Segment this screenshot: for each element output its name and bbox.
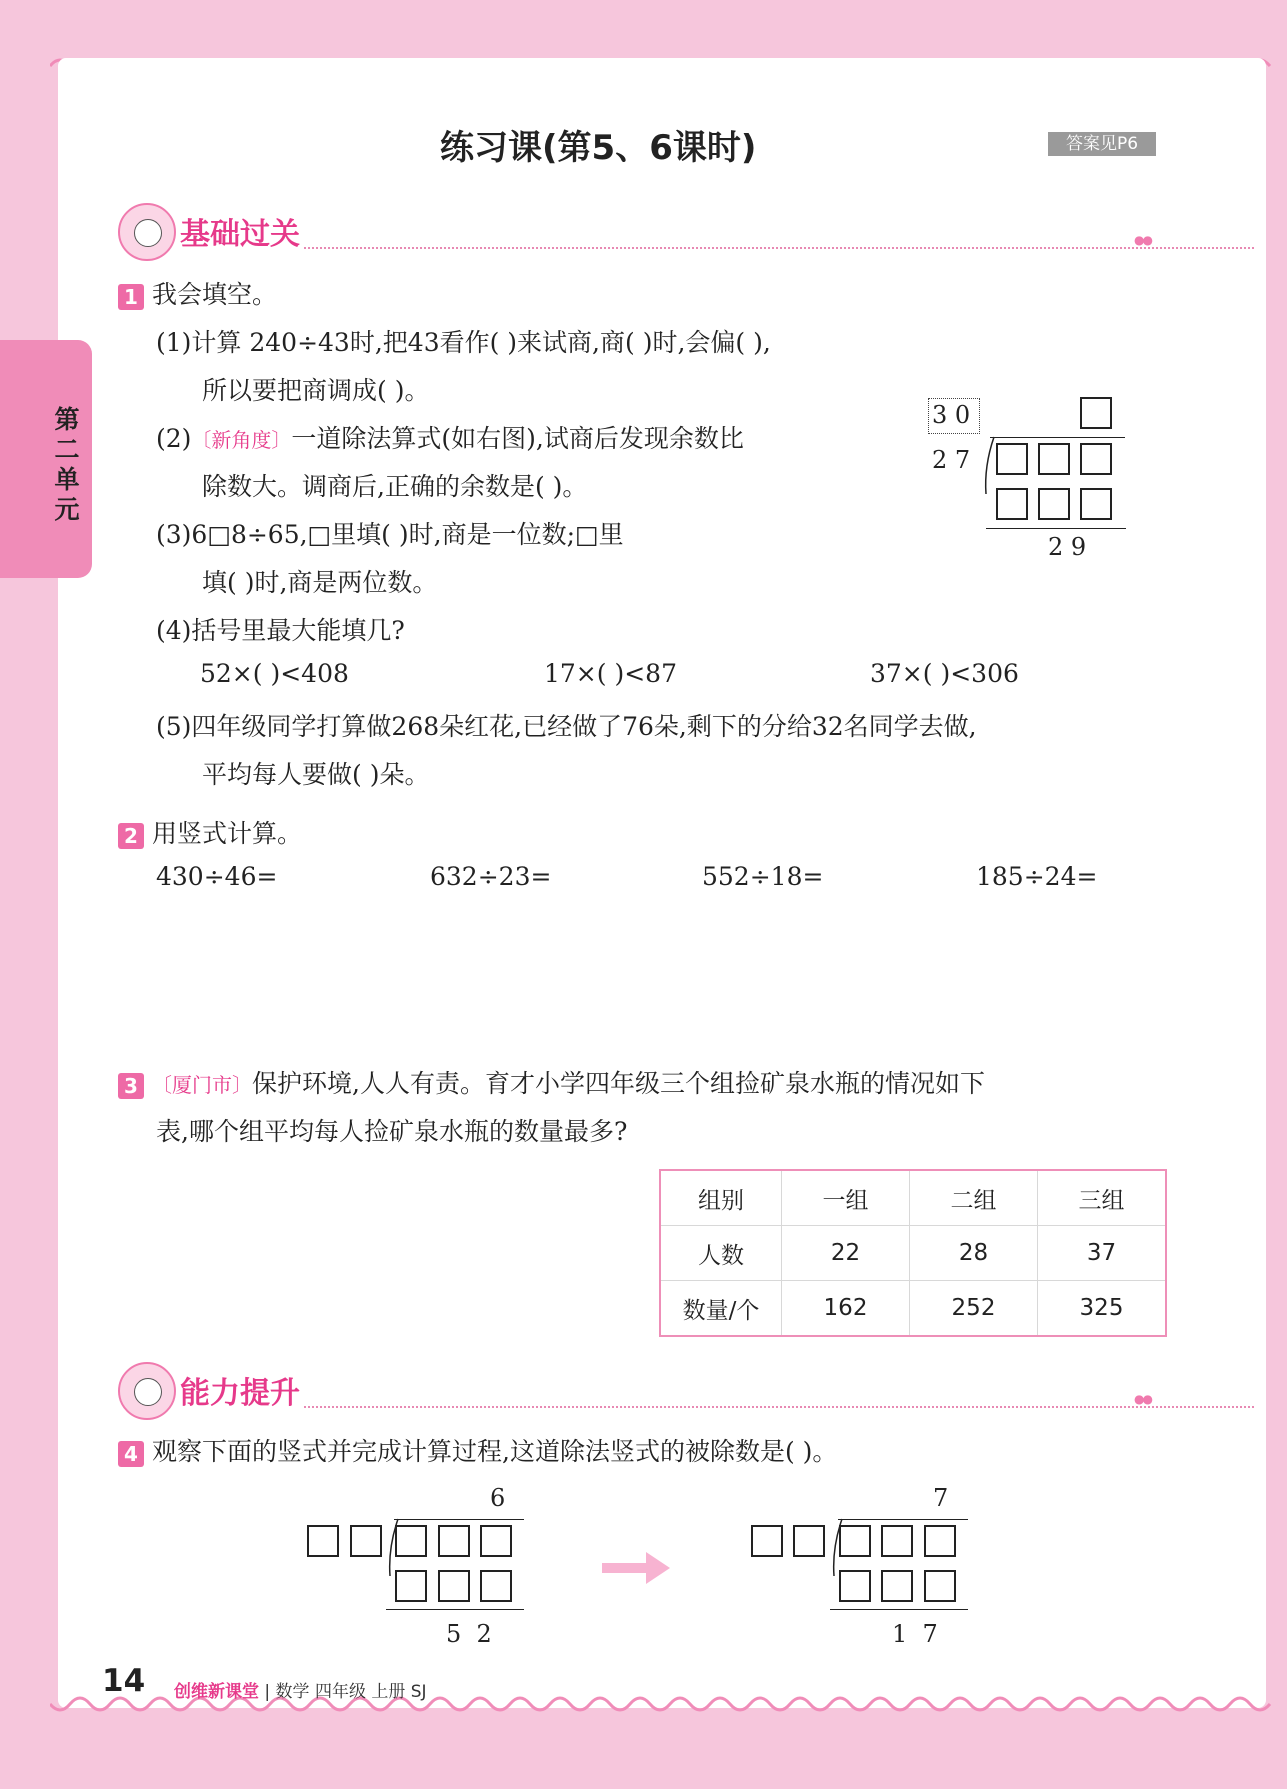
quotient: 7 bbox=[933, 1484, 949, 1512]
answer-box[interactable] bbox=[395, 1570, 427, 1602]
answer-box[interactable] bbox=[996, 488, 1028, 520]
answer-box[interactable] bbox=[1080, 397, 1112, 429]
table-header-cell: 二组 bbox=[910, 1170, 1038, 1226]
section-basic-label: 基础过关 bbox=[180, 217, 300, 252]
q1-part1-line1: (1)计算 240÷43时,把43看作( )来试商,商( )时,会偏( ), bbox=[156, 328, 771, 357]
region-tag: 〔厦门市〕 bbox=[152, 1073, 252, 1097]
answer-box[interactable] bbox=[1080, 488, 1112, 520]
answer-box[interactable] bbox=[438, 1570, 470, 1602]
page-number: 14 bbox=[102, 1663, 146, 1699]
q1-part4-item-3: 37×( )<306 bbox=[870, 659, 1019, 688]
division-bracket-icon bbox=[982, 436, 996, 496]
section-divider bbox=[304, 247, 1254, 249]
answer-box[interactable] bbox=[350, 1525, 382, 1557]
table-cell: 325 bbox=[1038, 1281, 1167, 1337]
answer-box[interactable] bbox=[793, 1525, 825, 1557]
answer-reference-badge: 答案见P6 bbox=[1048, 132, 1156, 156]
remainder: 1 7 bbox=[892, 1620, 938, 1648]
answer-box[interactable] bbox=[480, 1570, 512, 1602]
answer-box[interactable] bbox=[438, 1525, 470, 1557]
question-3-heading bbox=[118, 1064, 985, 1100]
cartoon-girl-icon bbox=[118, 203, 176, 261]
table-row bbox=[660, 1226, 1166, 1281]
footer-book-info: | 数学 四年级 上册 SJ bbox=[264, 1682, 427, 1702]
footer-brand: 创维新课堂 bbox=[174, 1682, 259, 1702]
section-divider bbox=[304, 1406, 1254, 1408]
answer-box[interactable] bbox=[881, 1570, 913, 1602]
calc-item-1: 430÷46= bbox=[156, 862, 278, 891]
q3-line2: 表,哪个组平均每人捡矿泉水瓶的数量最多? bbox=[156, 1117, 628, 1146]
answer-box[interactable] bbox=[1080, 443, 1112, 475]
answer-box[interactable] bbox=[480, 1525, 512, 1557]
cartoon-boy-icon bbox=[118, 1362, 176, 1420]
table-cell: 162 bbox=[782, 1281, 910, 1337]
table-cell: 数量/个 bbox=[660, 1281, 782, 1337]
remainder: 2 9 bbox=[1048, 533, 1087, 561]
answer-box[interactable] bbox=[881, 1525, 913, 1557]
question-4-heading bbox=[118, 1432, 837, 1468]
answer-box[interactable] bbox=[751, 1525, 783, 1557]
question-text: 保护环境,人人有责。育才小学四年级三个组捡矿泉水瓶的情况如下 bbox=[252, 1069, 985, 1098]
new-angle-tag: 〔新角度〕 bbox=[191, 428, 292, 452]
answer-box[interactable] bbox=[996, 443, 1028, 475]
question-text: 观察下面的竖式并完成计算过程,这道除法竖式的被除数是( )。 bbox=[152, 1437, 838, 1466]
table-header-cell: 一组 bbox=[782, 1170, 910, 1226]
table-header-cell: 组别 bbox=[660, 1170, 782, 1226]
answer-box[interactable] bbox=[839, 1525, 871, 1557]
question-2-heading bbox=[118, 814, 302, 850]
q1-part2-line2: 除数大。调商后,正确的余数是( )。 bbox=[202, 472, 588, 501]
table-cell: 37 bbox=[1038, 1226, 1167, 1281]
unit-side-tab-label: 第二单元 bbox=[54, 405, 80, 524]
answer-box[interactable] bbox=[1038, 443, 1070, 475]
q1-part4-title: (4)括号里最大能填几? bbox=[156, 616, 405, 645]
section-advanced bbox=[118, 1362, 1158, 1418]
dots-decoration-icon: ●● bbox=[1134, 233, 1151, 247]
table-cell: 人数 bbox=[660, 1226, 782, 1281]
answer-box[interactable] bbox=[307, 1525, 339, 1557]
footer-info bbox=[174, 1677, 427, 1702]
calc-item-2: 632÷23= bbox=[430, 862, 552, 891]
question-title: 我会填空。 bbox=[152, 280, 278, 309]
q1-part3-line2: 填( )时,商是两位数。 bbox=[202, 568, 438, 597]
quotient-hint: 3 0 bbox=[932, 401, 971, 429]
q1-part4-item-2: 17×( )<87 bbox=[544, 659, 677, 688]
table-header-row bbox=[660, 1170, 1166, 1226]
question-number: 3 bbox=[118, 1073, 144, 1099]
calc-item-4: 185÷24= bbox=[976, 862, 1098, 891]
question-title: 用竖式计算。 bbox=[152, 819, 303, 848]
page-title: 练习课(第5、6课时) bbox=[440, 128, 757, 168]
question-1-heading bbox=[118, 275, 277, 311]
q1-part5-line2: 平均每人要做( )朵。 bbox=[202, 760, 430, 789]
question-number: 4 bbox=[118, 1441, 144, 1467]
remainder: 5 2 bbox=[446, 1620, 492, 1648]
q1-part2-line1: (2)〔新角度〕一道除法算式(如右图),试商后发现余数比 bbox=[156, 424, 744, 453]
calc-item-3: 552÷18= bbox=[702, 862, 824, 891]
question-number: 1 bbox=[118, 284, 144, 310]
answer-box[interactable] bbox=[839, 1570, 871, 1602]
section-advanced-label: 能力提升 bbox=[180, 1376, 300, 1411]
answer-box[interactable] bbox=[924, 1570, 956, 1602]
q1-part3-line1: (3)6□8÷65,□里填( )时,商是一位数;□里 bbox=[156, 520, 624, 549]
q1-part5-line1: (5)四年级同学打算做268朵红花,已经做了76朵,剩下的分给32名同学去做, bbox=[156, 712, 977, 741]
table-cell: 252 bbox=[910, 1281, 1038, 1337]
table-cell: 28 bbox=[910, 1226, 1038, 1281]
table-header-cell: 三组 bbox=[1038, 1170, 1167, 1226]
table-row bbox=[660, 1281, 1166, 1337]
table-cell: 22 bbox=[782, 1226, 910, 1281]
answer-box[interactable] bbox=[1038, 488, 1070, 520]
right-arrow-icon bbox=[602, 1548, 672, 1588]
divisor: 2 7 bbox=[932, 446, 971, 474]
answer-box[interactable] bbox=[395, 1525, 427, 1557]
dots-decoration-icon: ●● bbox=[1134, 1392, 1151, 1406]
q1-part1-line2: 所以要把商调成( )。 bbox=[202, 376, 430, 405]
bottle-collection-table bbox=[659, 1169, 1167, 1337]
answer-box[interactable] bbox=[924, 1525, 956, 1557]
section-basic bbox=[118, 203, 1158, 259]
q1-part4-item-1: 52×( )<408 bbox=[200, 659, 349, 688]
question-number: 2 bbox=[118, 823, 144, 849]
quotient: 6 bbox=[490, 1484, 506, 1512]
